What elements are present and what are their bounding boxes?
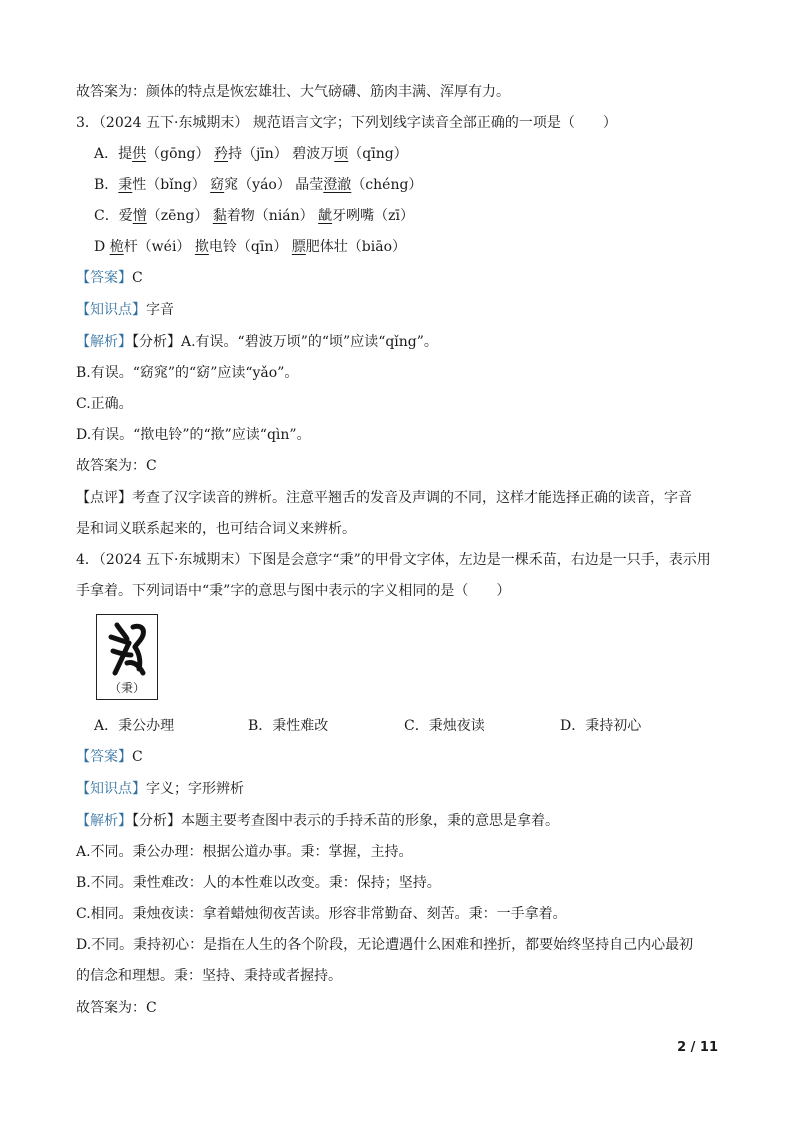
q4-answer: 【答案】C	[76, 749, 143, 765]
q3-analysis-line: 故答案为：C	[76, 458, 157, 474]
q4-option-b: B．秉性难改	[248, 718, 329, 734]
page-number: 2 / 11	[677, 1040, 718, 1055]
q4-analysis-line: 故答案为：C	[76, 1000, 157, 1016]
q3-analysis-first: 【解析】【分析】A.有误。“碧波万顷”的“顷”应读“qǐng”。	[76, 334, 438, 350]
q4-option-d: D．秉持初心	[560, 718, 642, 734]
prev-answer-line: 故答案为：颜体的特点是恢宏雄壮、大气磅礴、筋肉丰满、浑厚有力。	[76, 84, 510, 100]
q3-analysis-line: B.有误。“窈窕”的“窈”应读“yǎo”。	[76, 365, 299, 381]
q4-stem: 手拿着。下列词语中“秉”字的意思与图中表示的字义相同的是（ ）	[76, 583, 511, 599]
q4-knowledge: 【知识点】字义；字形辨析	[76, 781, 244, 797]
q4-analysis-first: 【解析】【分析】本题主要考查图中表示的手持禾苗的形象，秉的意思是拿着。	[76, 813, 559, 829]
oracle-bone-figure	[96, 614, 158, 700]
q4-options	[94, 716, 714, 736]
q3-knowledge: 【知识点】字音	[76, 302, 174, 318]
q4-option-c: C．秉烛夜读	[404, 718, 485, 734]
q3-stem: 3．（2024 五下·东城期末） 规范语言文字；下列划线字读音全部正确的一项是（ ）	[76, 115, 617, 131]
q3-analysis-line: C.正确。	[76, 396, 133, 412]
q4-analysis-line: 的信念和理想。秉：坚持、秉持或者握持。	[76, 968, 342, 984]
q4-stem: 4．（2024 五下·东城期末）下图是会意字“秉”的甲骨文字体，左边是一棵禾苗，右边是一只手，表示用	[76, 552, 711, 568]
q4-option-a: A．秉公办理	[94, 718, 175, 734]
figure-caption: （秉）	[108, 681, 145, 695]
q3-option-c: C．爱憎（zēng） 黏着物（nián） 龇牙咧嘴（zī）	[94, 208, 414, 224]
q3-analysis-line: D.有误。“揿电铃”的“揿”应读“qìn”。	[76, 427, 311, 443]
q4-analysis-line: B.不同。秉性难改：人的本性难以改变。秉：保持；坚持。	[76, 875, 441, 891]
q4-analysis-line: C.相同。秉烛夜读：拿着蜡烛彻夜苦读。形容非常勤奋、刻苦。秉：一手拿着。	[76, 906, 567, 922]
q3-option-b: B．秉性（bǐng） 窈窕（yáo） 晶莹澄澈（chéng）	[94, 177, 423, 193]
q3-comment-line: 是和词义联系起来的，也可结合词义来辨析。	[76, 521, 356, 537]
q3-option-a: A．提供（gōng） 矜持（jīn） 碧波万顷（qīng）	[94, 146, 408, 162]
q4-analysis-line: A.不同。秉公办理：根据公道办事。秉：掌握，主持。	[76, 844, 413, 860]
q3-answer: 【答案】C	[76, 270, 143, 286]
oracle-bone-glyph	[103, 621, 153, 679]
q3-comment-line: 【点评】考查了汉字读音的辨析。注意平翘舌的发音及声调的不同，这样才能选择正确的读音，字音	[76, 490, 692, 506]
q3-option-d: D 桅杆（wéi） 揿电铃（qīn） 膘肥体壮（biāo）	[94, 239, 407, 255]
q4-analysis-line: D.不同。秉持初心：是指在人生的各个阶段，无论遭遇什么困难和挫折，都要始终坚持自己内心最初	[76, 937, 694, 953]
